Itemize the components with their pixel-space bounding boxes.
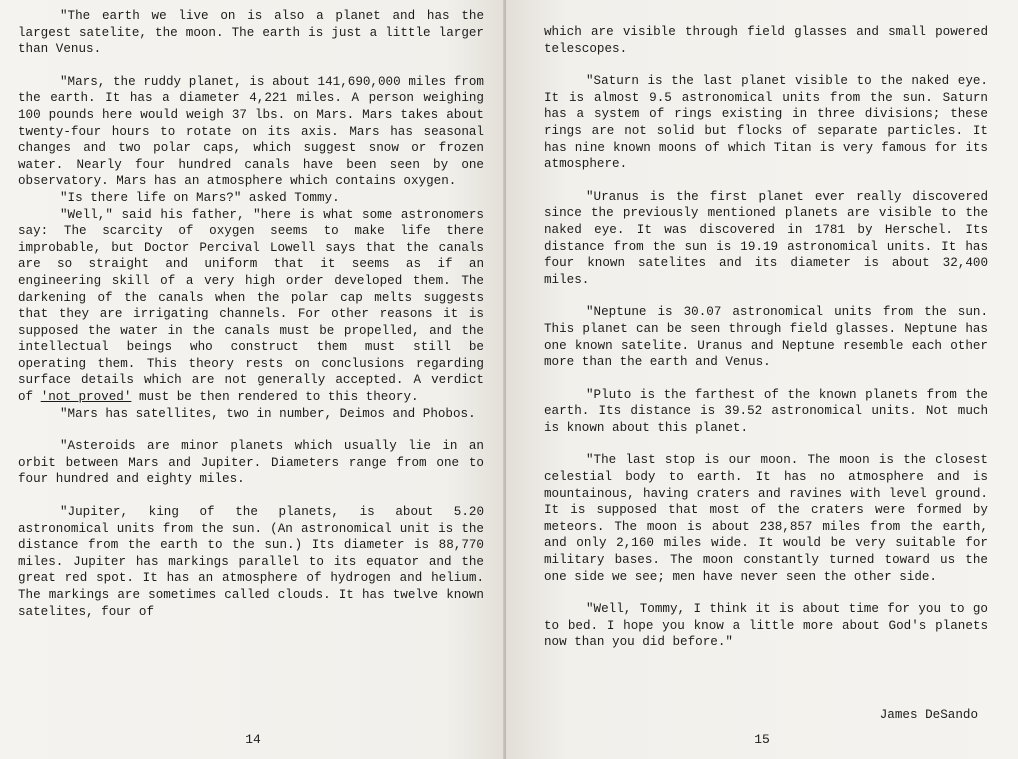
paragraph-jupiter-cont: which are visible through field glasses and small powered telescopes.: [544, 25, 988, 56]
paragraph-pluto: "Pluto is the farthest of the known planets from the earth. Its distance is 39.52 astronomical units. Not much is known about this planet.: [544, 387, 988, 435]
paragraph-asteroids: "Asteroids are minor planets which usually lie in an orbit between Mars and Jupiter. Diameters range from one to four hundred and eighty miles.: [18, 439, 484, 487]
left-page: [0, 0, 506, 759]
father-answer-text: "Well," said his father, "here is what some astronomers say: The scarcity of oxygen seems to make life there improbable, but Doctor Percival Lowell says that the canals are so straight and uniform that it seems as if an engineering skill of a very high order developed them. The darkening of the canals when the polar cap melts suggests that they are irrigating channels. For other reasons it is supposed the water in the canals must be propelled, and the intellectual beings who construct them must still be operating them. This theory rests on conclusions regarding surface details which are not generally accepted. A verdict of: [18, 207, 484, 405]
paragraph-mars: "Mars, the ruddy planet, is about 141,690,000 miles from the earth. It has a diameter 4,221 miles. A person weighing 100 pounds here would weigh 37 lbs. on Mars. Mars takes about twenty-four hours to rotate on its axis. Mars has seasonal changes and two polar caps, which suggest snow or frozen water. Nearly four hundred canals have been seen by one observatory. Mars has an atmosphere which contains oxygen.: [18, 74, 484, 189]
paragraph-father-answer: [18, 207, 484, 406]
page-number-right: 15: [754, 732, 770, 748]
paragraph-life-question: "Is there life on Mars?" asked Tommy.: [60, 190, 340, 205]
father-answer-end: must be then rendered to this theory.: [138, 390, 419, 405]
paragraph-moon: "The last stop is our moon. The moon is the closest celestial body to earth. It has no atmosphere and is mountainous, having craters and ravines with level ground. It is supposed that most of the craters were formed by meteors. The moon is about 238,857 miles from the earth, and only 2,160 miles wide. It would be very suitable for military bases. The moon constantly turned toward us the one side we see; men have never seen the other side.: [544, 453, 988, 584]
paragraph-mars-satellites: "Mars has satellites, two in number, Deimos and Phobos.: [60, 406, 476, 421]
author-signature: James DeSando: [879, 708, 978, 722]
right-page: [506, 0, 1018, 759]
page-number-left: 14: [245, 732, 261, 748]
paragraph-uranus: "Uranus is the first planet ever really discovered since the previously mentioned planets are visible to the naked eye. It was discovered in 1781 by Herschel. Its distance from the sun is 19.19 astronomical units. It has four known satelites and its diameter is about 32,400 miles.: [544, 189, 988, 287]
paragraph-jupiter: "Jupiter, king of the planets, is about 5.20 astronomical units from the sun. (An astronomical unit is the distance from the earth to the sun.) Its diameter is 88,770 miles. Jupiter has markings parallel to its equator and the great red spot. It has an atmosphere of hydrogen and helium. The markings are sometimes called clouds. It has twelve known satelites, four of: [18, 505, 484, 619]
paragraph-neptune: "Neptune is 30.07 astronomical units from the sun. This planet can be seen through field glasses. Neptune has one known satelite. Uranus and Neptune resemble each other more than the earth and Venus.: [544, 305, 988, 370]
not-proved-underlined: 'not proved': [40, 390, 132, 405]
paragraph-saturn: "Saturn is the last planet visible to the naked eye. It is almost 9.5 astronomical units from the sun. Saturn has a system of rings existing in three divisions; these rings are not solid but flocks of separate particles. It has nine known moons of which Titan is very famous for its atmosphere.: [544, 74, 988, 172]
paragraph-earth: "The earth we live on is also a planet and has the largest satelite, the moon. The earth is just a little larger than Venus.: [18, 9, 484, 57]
paragraph-closing: "Well, Tommy, I think it is about time for you to go to bed. I hope you know a little more about God's planets now than you did before.": [544, 602, 988, 650]
